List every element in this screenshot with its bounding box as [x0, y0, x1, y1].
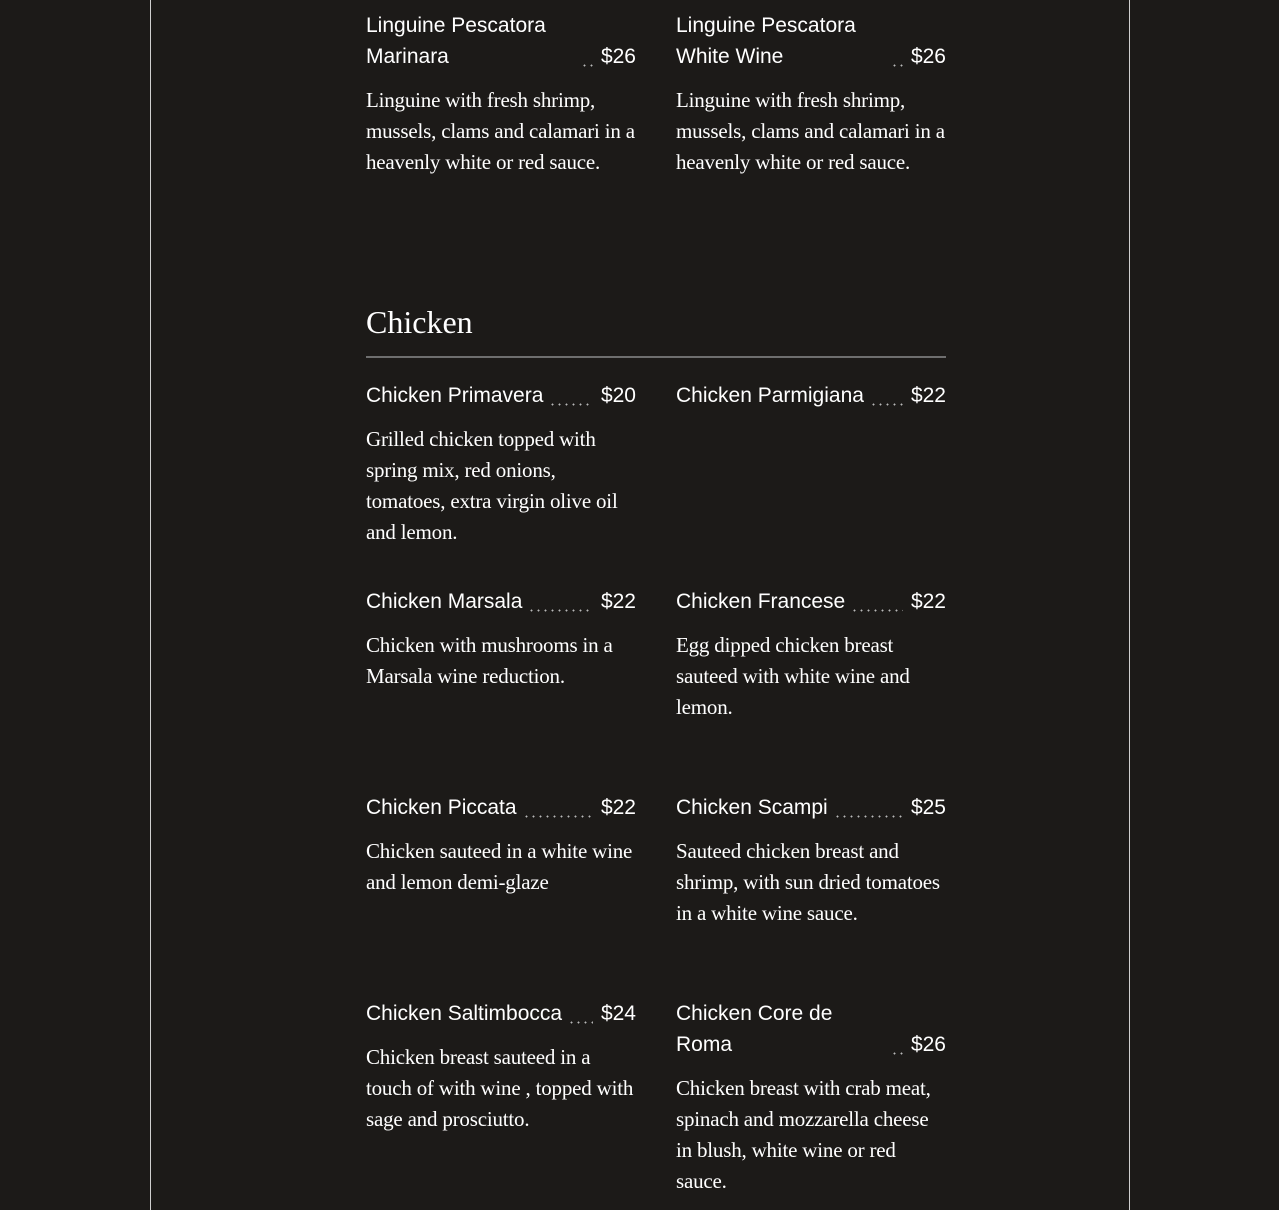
menu-item — [676, 380, 946, 424]
menu-item-name: Linguine Pescatora Marinara — [366, 14, 546, 68]
menu-item — [676, 586, 946, 723]
menu-item-price: $26 — [600, 45, 636, 68]
menu-item-description: Linguine with fresh shrimp, mussels, clams and calamari in a heavenly white or red sauce. — [366, 88, 635, 174]
menu-item-price: $22 — [600, 796, 636, 819]
menu-item — [366, 586, 636, 692]
menu-item-price: $25 — [910, 796, 946, 819]
menu-item — [676, 998, 946, 1197]
menu-item-name: Chicken Francese — [676, 590, 846, 613]
menu-item-price: $22 — [600, 590, 636, 613]
menu-item-description: Grilled chicken topped with spring mix, red onions, tomatoes, extra virgin olive oil and lemon. — [366, 427, 618, 544]
menu-item-price: $24 — [600, 1002, 636, 1025]
dotted-leader — [870, 380, 903, 411]
menu-item — [366, 998, 636, 1135]
menu-item-price: $22 — [910, 384, 946, 407]
dotted-leader — [568, 998, 593, 1029]
menu-item-description: Chicken with mushrooms in a Marsala wine reduction. — [366, 633, 613, 688]
menu-item-name: Linguine Pescatora White Wine — [676, 14, 856, 68]
menu-item-price: $26 — [910, 1033, 946, 1056]
menu-item — [676, 792, 946, 929]
section-divider — [366, 356, 946, 358]
menu-item — [366, 792, 636, 898]
menu-item-price: $20 — [600, 384, 636, 407]
menu-item-description: Egg dipped chicken breast sauteed with white wine and lemon. — [676, 633, 910, 719]
dotted-leader — [523, 792, 593, 823]
menu-item — [366, 10, 636, 178]
menu-item-description: Sauteed chicken breast and shrimp, with sun dried tomatoes in a white wine sauce. — [676, 839, 940, 925]
menu-item-name: Chicken Core de Roma — [676, 1002, 833, 1056]
dotted-leader — [891, 41, 903, 72]
dotted-leader — [581, 41, 593, 72]
dotted-leader — [834, 792, 903, 823]
menu-item-description: Chicken sauteed in a white wine and lemon demi-glaze — [366, 839, 633, 894]
menu-item-description: Linguine with fresh shrimp, mussels, clams and calamari in a heavenly white or red sauce. — [676, 88, 945, 174]
menu-item-name: Chicken Parmigiana — [676, 384, 864, 407]
menu-item — [676, 10, 946, 178]
menu-item-name: Chicken Saltimbocca — [366, 1002, 563, 1025]
section-title: Chicken — [366, 304, 473, 340]
menu-item-name: Chicken Marsala — [366, 590, 523, 613]
menu-frame — [150, 0, 1130, 1210]
menu-item-price: $26 — [910, 45, 946, 68]
menu-item-description: Chicken breast sauteed in a touch of with wine , topped with sage and prosciutto. — [366, 1045, 634, 1131]
menu-item-name: Chicken Scampi — [676, 796, 828, 819]
dotted-leader — [549, 380, 593, 411]
dotted-leader — [528, 586, 593, 617]
menu-item-name: Chicken Piccata — [366, 796, 517, 819]
dotted-leader — [891, 1029, 903, 1060]
dotted-leader — [851, 586, 903, 617]
menu-item-name: Chicken Primavera — [366, 384, 544, 407]
menu-item-description: Chicken breast with crab meat, spinach and mozzarella cheese in blush, white wine or red sauce. — [676, 1076, 931, 1193]
menu-item — [366, 380, 636, 548]
menu-item-price: $22 — [910, 590, 946, 613]
